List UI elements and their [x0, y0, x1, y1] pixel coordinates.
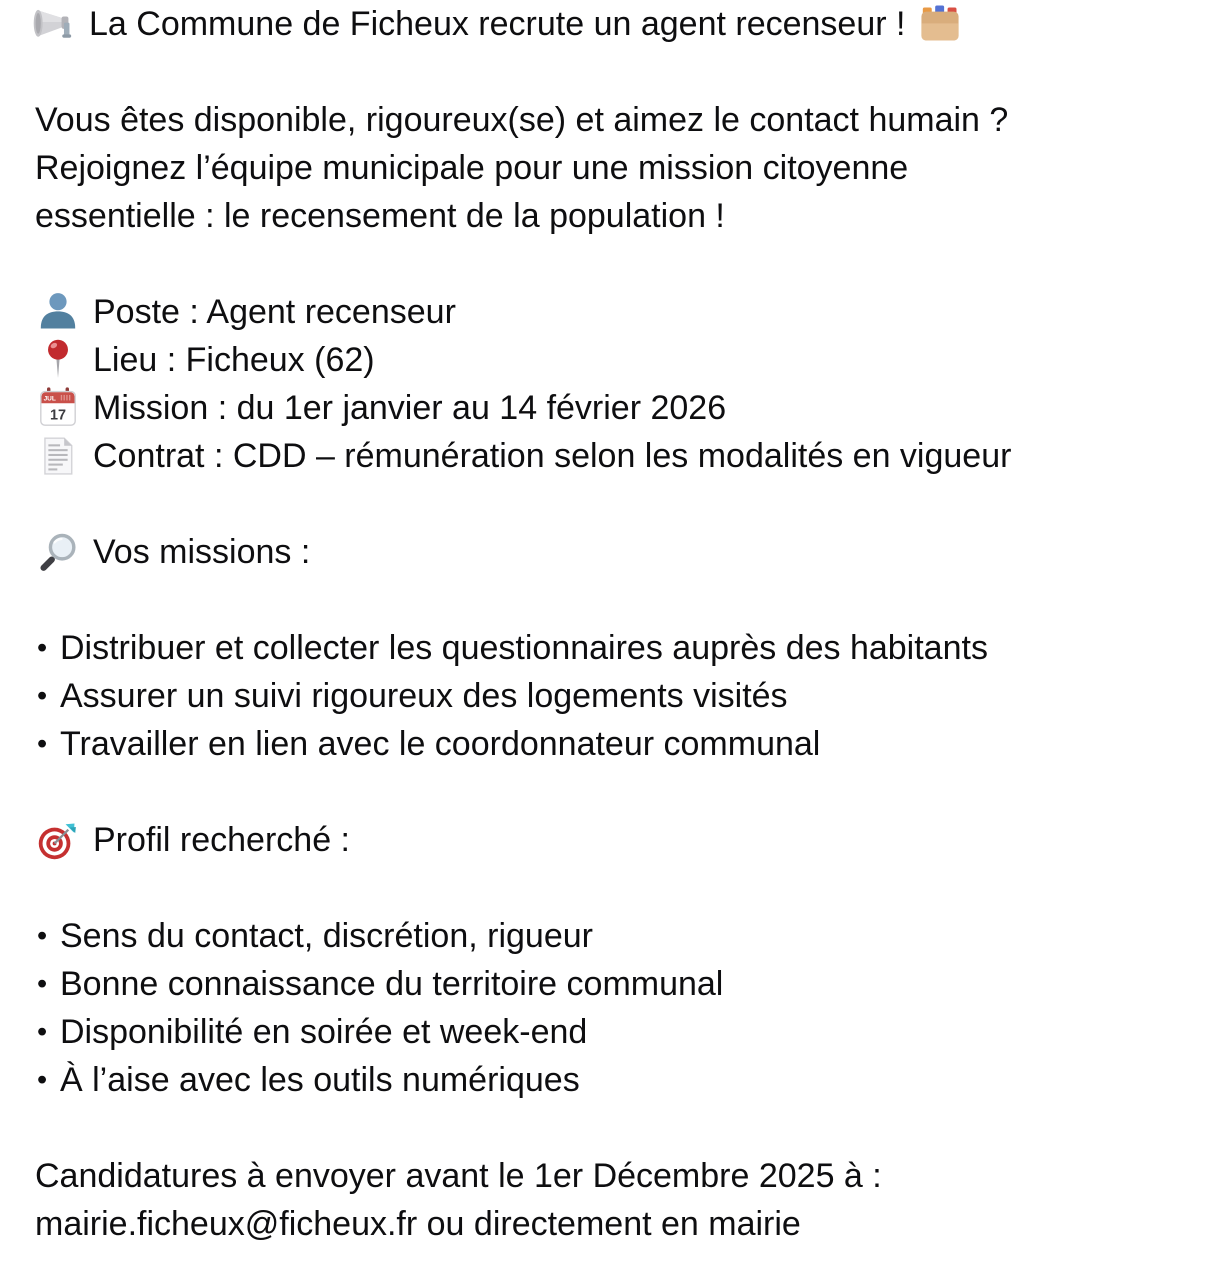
intro-line: Vous êtes disponible, rigoureux(se) et aimez le contact humain ? — [35, 101, 1009, 139]
detail-row-contrat — [35, 432, 1188, 480]
intro-paragraph — [35, 96, 1188, 240]
bullet-dot: • — [37, 1064, 48, 1096]
page-document-icon — [35, 433, 81, 479]
bullet-dot: • — [37, 680, 48, 712]
intro-line: Rejoignez l’équipe municipale pour une mission citoyenne — [35, 149, 909, 187]
closing-line-email: mairie.ficheux@ficheux.fr ou directement en mairie — [35, 1205, 801, 1243]
post-title-text: La Commune de Ficheux recrute un agent recenseur ! — [89, 5, 906, 43]
profile-heading — [35, 816, 1188, 864]
missions-list — [35, 624, 1188, 768]
bullet-dot: • — [37, 968, 48, 1000]
profile-item-text: Disponibilité en soirée et week-end — [60, 1013, 588, 1051]
card-index-dividers-icon — [917, 1, 963, 47]
mission-item — [35, 720, 1188, 768]
profile-item-text: Bonne connaissance du territoire communal — [60, 965, 724, 1003]
profile-item — [35, 1056, 1188, 1104]
closing-line: Candidatures à envoyer avant le 1er Décembre 2025 à : — [35, 1157, 882, 1195]
detail-row-lieu — [35, 336, 1188, 384]
calendar-day-label: 17 — [49, 407, 67, 424]
detail-row-poste — [35, 288, 1188, 336]
job-details-list — [35, 288, 1188, 480]
mission-item — [35, 672, 1188, 720]
profile-item — [35, 1008, 1188, 1056]
post-title-section — [35, 0, 1188, 48]
profile-list — [35, 912, 1188, 1104]
round-pushpin-icon — [35, 337, 81, 383]
closing-paragraph — [35, 1152, 1188, 1248]
profile-item — [35, 960, 1188, 1008]
mission-item-text: Assurer un suivi rigoureux des logements visités — [60, 677, 788, 715]
detail-text: Mission : du 1er janvier au 14 février 2026 — [93, 389, 727, 427]
bullet-dot: • — [37, 1016, 48, 1048]
profile-item-text: Sens du contact, discrétion, rigueur — [60, 917, 593, 955]
intro-line: essentielle : le recensement de la population ! — [35, 197, 725, 235]
bullet-dot: • — [37, 632, 48, 664]
mission-item — [35, 624, 1188, 672]
mission-item-text: Distribuer et collecter les questionnaires auprès des habitants — [60, 629, 988, 667]
magnifying-glass-icon — [35, 529, 81, 575]
profile-heading-section — [35, 816, 1188, 864]
loudspeaker-icon — [31, 1, 77, 47]
profile-heading-text: Profil recherché : — [93, 821, 350, 859]
missions-heading — [35, 528, 1188, 576]
detail-text: Lieu : Ficheux (62) — [93, 341, 375, 379]
calendar-month-label: JUL — [43, 395, 56, 403]
detail-text: Poste : Agent recenseur — [93, 293, 456, 331]
bust-silhouette-icon — [35, 289, 81, 335]
post-title — [35, 0, 1188, 48]
direct-hit-target-icon — [35, 817, 81, 863]
missions-heading-text: Vos missions : — [93, 533, 311, 571]
profile-item-text: À l’aise avec les outils numériques — [60, 1061, 580, 1099]
missions-heading-section — [35, 528, 1188, 576]
tear-off-calendar-icon — [35, 385, 81, 431]
bullet-dot: • — [37, 728, 48, 760]
mission-item-text: Travailler en lien avec le coordonnateur communal — [60, 725, 821, 763]
detail-row-mission — [35, 384, 1188, 432]
detail-text: Contrat : CDD – rémunération selon les modalités en vigueur — [93, 437, 1012, 475]
bullet-dot: • — [37, 920, 48, 952]
profile-item — [35, 912, 1188, 960]
